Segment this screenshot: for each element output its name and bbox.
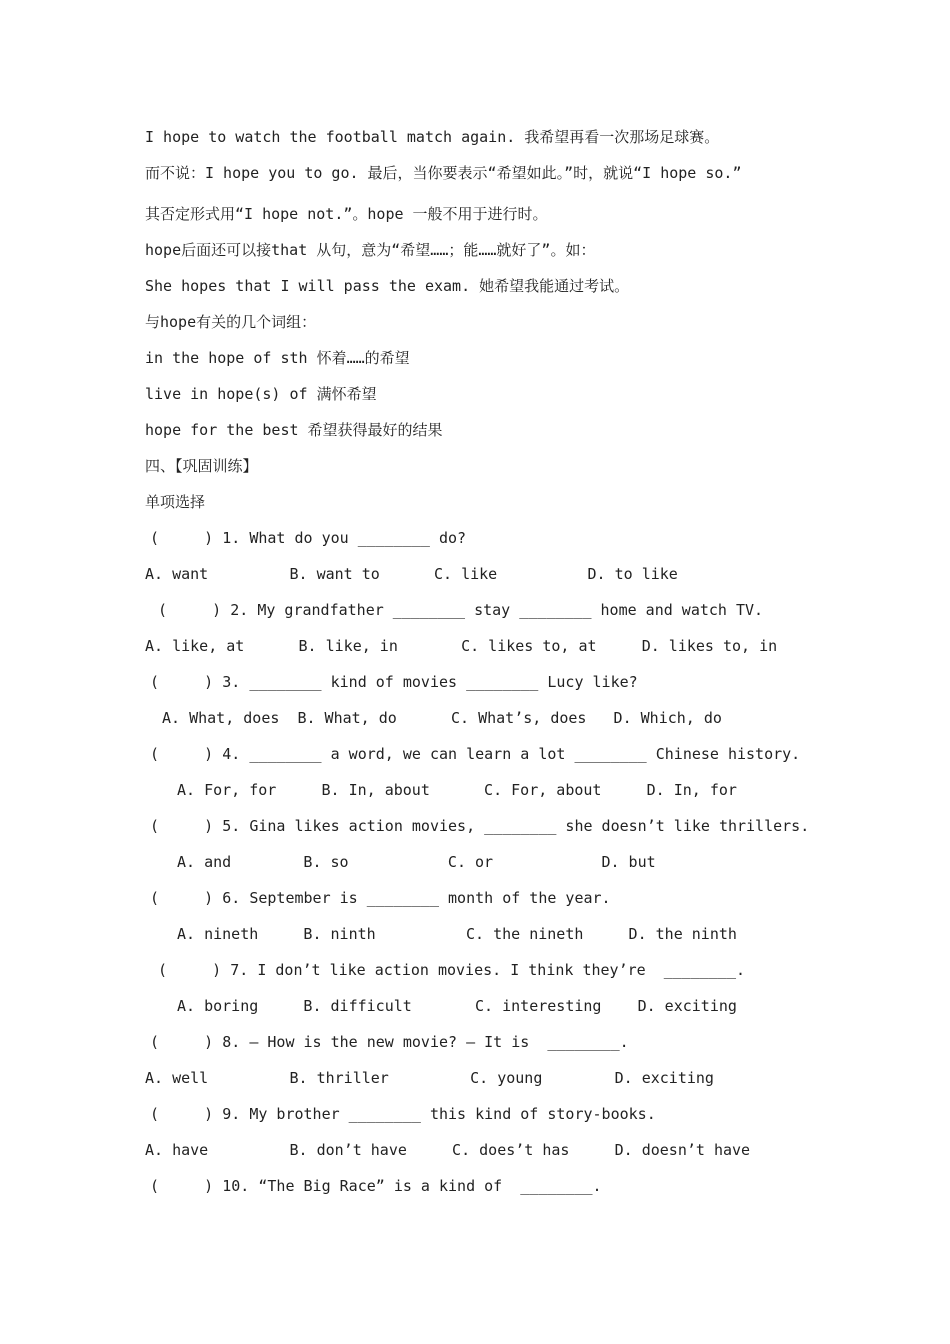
question-8-stem: ( ) 8. — How is the new movie? — It is ________. (150, 1033, 629, 1051)
question-1-options: A. want B. want to C. like D. to like (145, 565, 678, 583)
question-6-stem: ( ) 6. September is ________ month of the year. (150, 889, 611, 907)
question-2-options: A. like, at B. like, in C. likes to, at D. likes to, in (145, 637, 778, 655)
question-5-stem: ( ) 5. Gina likes action movies, ________ she doesn’t like thrillers. (150, 817, 810, 835)
section-heading: 四、【巩固训练】 (145, 457, 258, 475)
question-8-options: A. well B. thriller C. young D. exciting (145, 1069, 714, 1087)
question-3-options: A. What, does B. What, do C. What’s, does D. Which, do (162, 709, 722, 727)
phrase-3: hope for the best 希望获得最好的结果 (145, 421, 443, 439)
note-line-5: She hopes that I will pass the exam. 她希望我能通过考试。 (145, 277, 630, 295)
phrase-2: live in hope(s) of 满怀希望 (145, 385, 377, 403)
section-subheading: 单项选择 (145, 493, 206, 511)
question-9-options: A. have B. don’t have C. does’t has D. doesn’t have (145, 1141, 751, 1159)
question-7-options: A. boring B. difficult C. interesting D. exciting (177, 997, 737, 1015)
question-5-options: A. and B. so C. or D. but (177, 853, 656, 871)
note-line-1: I hope to watch the football match again. 我希望再看一次那场足球赛。 (145, 128, 720, 146)
question-9-stem: ( ) 9. My brother ________ this kind of story-books. (150, 1105, 656, 1123)
question-2-stem: ( ) 2. My grandfather ________ stay ________ home and watch TV. (158, 601, 764, 619)
note-line-2: 而不说：I hope you to go. 最后，当你要表示“希望如此。”时，就说“I hope so.” (145, 164, 742, 182)
question-3-stem: ( ) 3. ________ kind of movies ________ Lucy like? (150, 673, 638, 691)
question-10-stem: ( ) 10. “The Big Race” is a kind of ________. (150, 1177, 602, 1195)
phrase-1: in the hope of sth 怀着……的希望 (145, 349, 410, 367)
question-7-stem: ( ) 7. I don’t like action movies. I think they’re ________. (158, 961, 745, 979)
note-line-6: 与hope有关的几个词组： (145, 313, 317, 331)
question-1-stem: ( ) 1. What do you ________ do? (150, 529, 467, 547)
note-line-4: hope后面还可以接that 从句，意为“希望……；能……就好了”。如： (145, 241, 596, 259)
note-line-3: 其否定形式用“I hope not.”。hope 一般不用于进行时。 (145, 205, 548, 223)
question-4-options: A. For, for B. In, about C. For, about D. In, for (177, 781, 737, 799)
question-6-options: A. nineth B. ninth C. the nineth D. the ninth (177, 925, 737, 943)
question-4-stem: ( ) 4. ________ a word, we can learn a lot ________ Chinese history. (150, 745, 801, 763)
